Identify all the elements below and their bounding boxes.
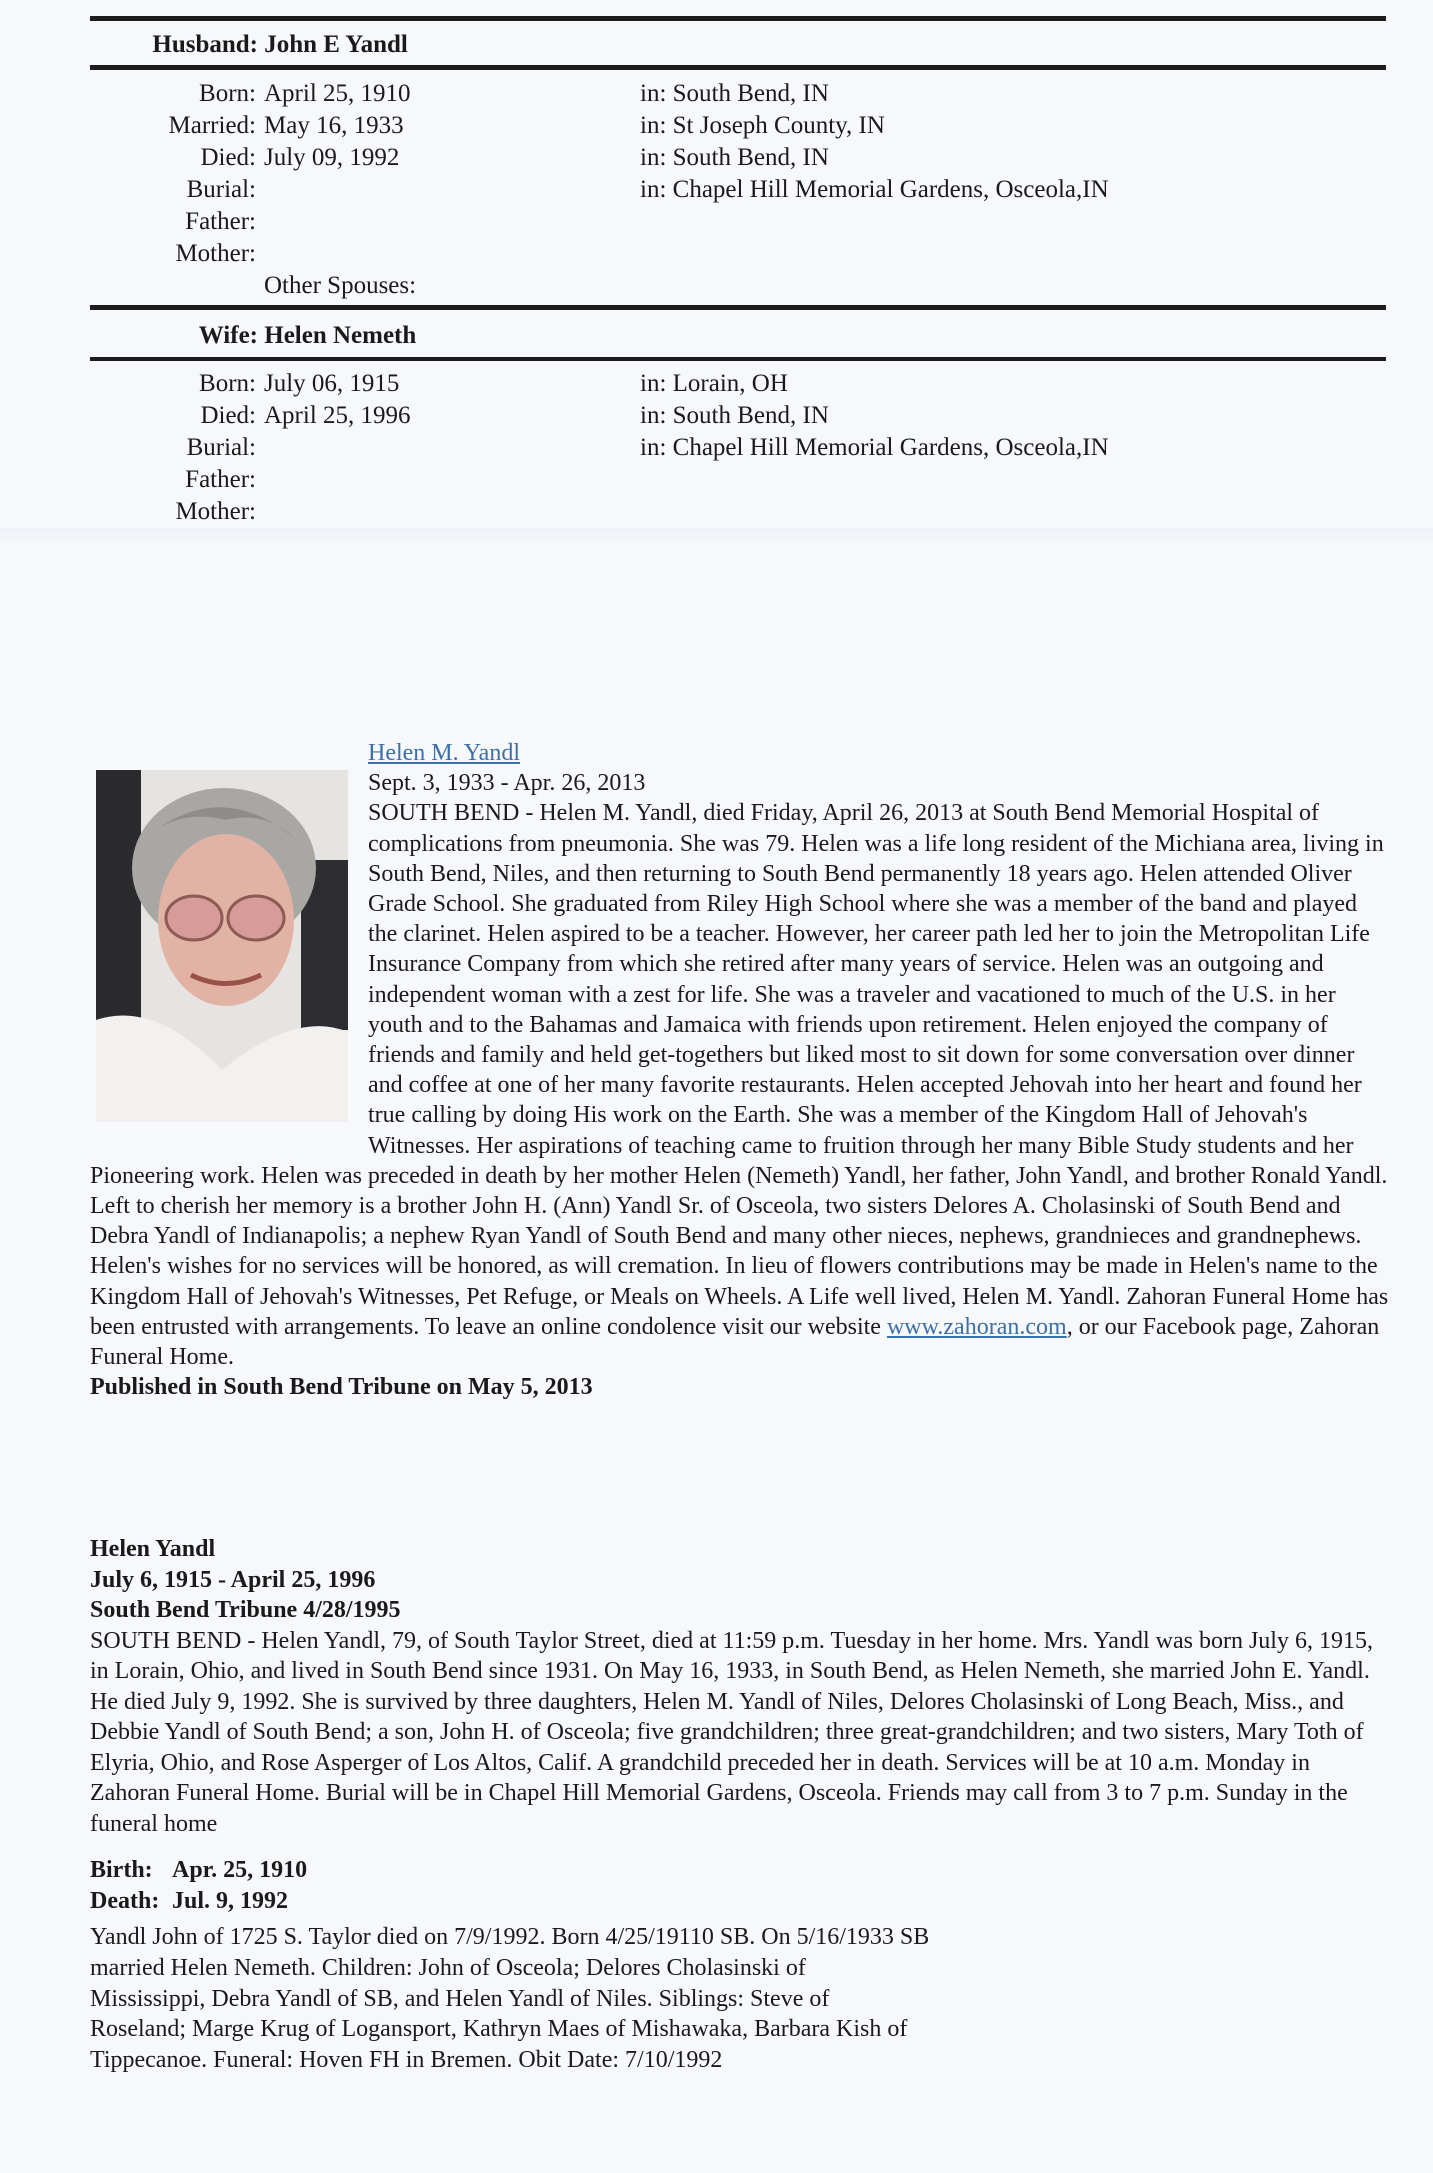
death-date: Jul. 9, 1992 xyxy=(172,1888,289,1914)
birth-label: Birth: xyxy=(90,1857,153,1883)
husband-label: Husband: xyxy=(152,31,258,58)
husband-location xyxy=(640,78,829,110)
birth-date: Apr. 25, 1910 xyxy=(172,1857,308,1883)
location-prefix: in: xyxy=(640,80,667,107)
location-prefix: in: xyxy=(640,434,667,461)
location-prefix: in: xyxy=(640,112,667,139)
obit2-body: SOUTH BEND - Helen Yandl, 79, of South Taylor Street, died at 11:59 p.m. Tuesday in her home. Mrs. Yandl was born July 6, 1915, in Lorain, Ohio, and lived in South Bend since 1931. On May 16, 1933, in South Bend, as Helen Nemeth, she married John E. Yandl. He died July 9, 1992. She is survived by three daughters, Helen M. Yandl of Niles, Delores Cholasinski of Long Beach, Miss., and Debbie Yandl of South Bend; a son, John H. of Osceola; five grandchildren; three great-grandchildren; and two sisters, Mary Toth of Elyria, Ohio, and Rose Asperger of Los Altos, Calif. A grandchild preceded her in death. Services will be at 10 a.m. Monday in Zahoran Funeral Home. Burial will be in Chapel Hill Memorial Gardens, Osceola. Friends may call from 3 to 7 p.m. Sunday in the funeral home xyxy=(90,1627,1373,1837)
husband-header xyxy=(90,30,408,60)
wife-name: Helen Nemeth xyxy=(264,322,417,349)
obit3-dates xyxy=(90,1855,1390,1917)
wife-field-label: Father: xyxy=(185,466,256,493)
wife-row xyxy=(90,496,640,528)
husband-row xyxy=(90,206,640,238)
obit2-name: Helen Yandl xyxy=(90,1536,216,1562)
husband-field-value: July 09, 1992 xyxy=(264,144,400,171)
husband-row xyxy=(90,78,829,110)
wife-rule xyxy=(90,357,1386,361)
husband-field-label: Married: xyxy=(168,112,256,139)
wife-field-label: Mother: xyxy=(175,498,256,525)
husband-row xyxy=(90,174,1109,206)
location-prefix: in: xyxy=(640,370,667,397)
wife-row xyxy=(90,368,788,400)
obit2-source: South Bend Tribune 4/28/1995 xyxy=(90,1597,401,1623)
husband-row xyxy=(90,142,829,174)
wife-top-rule xyxy=(90,305,1386,310)
obit2-dates: July 6, 1915 - April 25, 1996 xyxy=(90,1566,376,1593)
husband-location xyxy=(640,174,1109,206)
obit3-line: Tippecanoe. Funeral: Hoven FH in Bremen. Obit Date: 7/10/1992 xyxy=(90,2047,723,2074)
husband-field-label: Mother: xyxy=(175,240,256,267)
wife-row xyxy=(90,432,1109,464)
location-value: Lorain, OH xyxy=(672,370,788,397)
obit3-line: Yandl John of 1725 S. Taylor died on 7/9/1992. Born 4/25/19110 SB. On 5/16/1933 SB xyxy=(90,1924,930,1950)
wife-row xyxy=(90,400,829,432)
husband-name: John E Yandl xyxy=(264,31,408,58)
obit3-line: Mississippi, Debra Yandl of SB, and Helen Yandl of Niles. Siblings: Steve of xyxy=(90,1985,830,2012)
location-value: Chapel Hill Memorial Gardens, Osceola,IN xyxy=(672,434,1109,461)
obituary-john-yandl xyxy=(90,1922,1090,2076)
wife-field-label: Born: xyxy=(199,370,256,397)
husband-field-value: April 25, 1910 xyxy=(264,80,411,107)
husband-location xyxy=(640,110,885,142)
husband-field-label: Burial: xyxy=(186,176,256,203)
wife-field-label: Died: xyxy=(200,402,256,429)
obituary-body-end: , or our Facebook page, Zahoran Funeral Home. xyxy=(90,1313,1380,1371)
husband-field-value: May 16, 1933 xyxy=(264,112,404,139)
other-spouses-label: Other Spouses: xyxy=(264,272,417,299)
husband-row xyxy=(90,110,885,142)
husband-field-label: Died: xyxy=(200,144,256,171)
location-prefix: in: xyxy=(640,402,667,429)
husband-field-label: Father: xyxy=(185,208,256,235)
published-note: Published in South Bend Tribune on May 5, 2013 xyxy=(90,1374,593,1401)
wife-field-value: July 06, 1915 xyxy=(264,370,400,397)
wife-field-label: Burial: xyxy=(186,434,256,461)
obituary-helen-yandl xyxy=(90,1534,1390,1839)
location-prefix: in: xyxy=(640,144,667,171)
zahoran-website-link[interactable]: www.zahoran.com xyxy=(886,1313,1067,1340)
obituary-helen-m-yandl xyxy=(90,738,1390,1402)
photo-spacer xyxy=(90,738,368,1153)
obituary-dates: Sept. 3, 1933 - Apr. 26, 2013 xyxy=(368,770,646,797)
location-value: South Bend, IN xyxy=(672,402,829,429)
wife-location xyxy=(640,400,829,432)
wife-location xyxy=(640,368,788,400)
top-rule xyxy=(90,16,1386,21)
obituary-name-link[interactable]: Helen M. Yandl xyxy=(368,740,521,766)
obit3-line: married Helen Nemeth. Children: John of Osceola; Delores Cholasinski of xyxy=(90,1954,806,1981)
location-prefix: in: xyxy=(640,176,667,203)
location-value: South Bend, IN xyxy=(672,144,829,171)
location-value: South Bend, IN xyxy=(672,80,829,107)
wife-field-value: April 25, 1996 xyxy=(264,402,411,429)
wife-header xyxy=(90,321,416,351)
husband-location xyxy=(640,142,829,174)
husband-field-label: Born: xyxy=(199,80,256,107)
location-value: Chapel Hill Memorial Gardens, Osceola,IN xyxy=(672,176,1109,203)
location-value: St Joseph County, IN xyxy=(672,112,885,139)
husband-rule xyxy=(90,65,1386,70)
obit3-line: Roseland; Marge Krug of Logansport, Kathryn Maes of Mishawaka, Barbara Kish of xyxy=(90,2016,908,2043)
death-label: Death: xyxy=(90,1888,160,1914)
wife-location xyxy=(640,432,1109,464)
page-fold xyxy=(0,528,1433,546)
wife-label: Wife: xyxy=(198,322,258,349)
husband-row xyxy=(90,238,640,270)
obituary-body: SOUTH BEND - Helen M. Yandl, died Friday, April 26, 2013 at South Bend Memorial Hospital of complications from pneumonia. She was 79. Helen was a life long resident of the Michiana area, living in South Bend, Niles, and then returning to South Bend permanently 18 years ago. Helen attended Oliver Grade School. She graduated from Riley High School where she was a member of the band and played the clarinet. Helen aspired to be a teacher. However, her career path led her to join the Metropolitan Life Insurance Company from which she retired after many years of service. Helen was an outgoing and independent woman with a zest for life. She was a traveler and vacationed to much of the U.S. in her youth and to the Bahamas and Jamaica with friends upon retirement. Helen enjoyed the company of friends and family and held get-togethers but liked most to sit down for some conversation over dinner and coffee at one of her many favorite restaurants. Helen accepted Jehovah into her heart and found her true calling by doing His work on the Earth. She was a member of the Kingdom Hall of Jehovah's Witnesses. Her aspirations of teaching came to fruition through her many Bible Study students and her Pioneering work. Helen was preceded in death by her mother Helen (Nemeth) Yandl, her father, John Yandl, and brother Ronald Yandl. Left to cherish her memory is a brother John H. (Ann) Yandl Sr. of Osceola, two sisters Delores A. Cholasinski of South Bend and Debra Yandl of Indianapolis; a nephew Ryan Yandl of South Bend and many other nieces, nephews, grandnieces and grandnephews. Helen's wishes for no services will be honored, as will cremation. In lieu of flowers contributions may be made in Helen's name to the Kingdom Hall of Jehovah's Witnesses, Pet Refuge, or Meals on Wheels. A Life well lived, Helen M. Yandl. Zahoran Funeral Home has been entrusted with arrangements. To leave an online condolence visit our website xyxy=(90,800,1389,1340)
wife-row xyxy=(90,464,640,496)
